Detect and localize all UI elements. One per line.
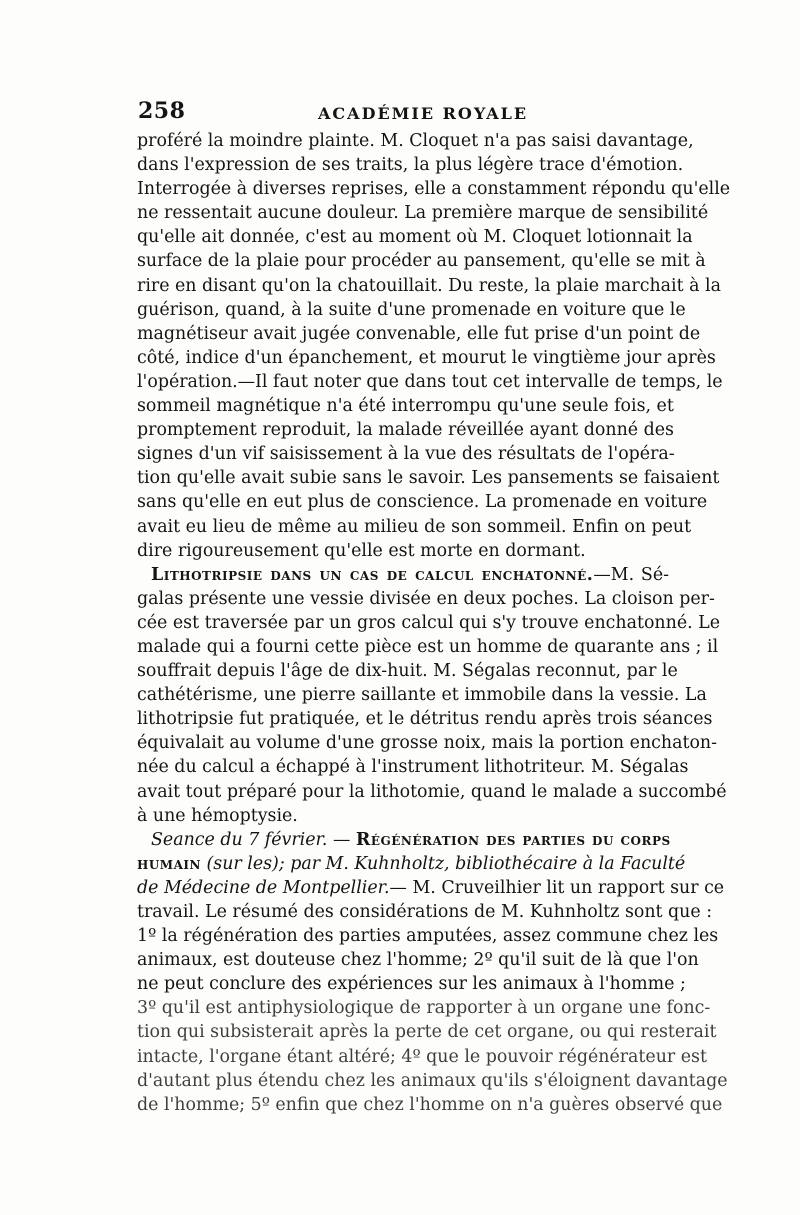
text-line: côté, indice d'un épanchement, et mourut le vingtième jour après bbox=[137, 347, 716, 368]
section-heading-line bbox=[137, 563, 669, 587]
text-line: surface de la plaie pour procéder au pansement, qu'elle se mit à bbox=[137, 251, 706, 272]
text-line: travail. Le résumé des considérations de M. Kuhnholtz sont que : bbox=[137, 902, 713, 922]
text-line: guérison, quand, à la suite d'une promenade en voiture que le bbox=[137, 299, 686, 320]
text-line: Interrogée à diverses reprises, elle a constamment répondu qu'elle bbox=[137, 179, 731, 200]
session-date: Seance du 7 février. bbox=[151, 829, 328, 850]
text-line: signes d'un vif saisissement à la vue des résultats de l'opéra- bbox=[137, 444, 675, 465]
body-text bbox=[137, 129, 731, 1117]
dash: — bbox=[327, 829, 351, 850]
text-line: de l'homme; 5º enfin que chez l'homme on n'a guères observé que bbox=[137, 1094, 723, 1115]
running-head: ACADÉMIE ROYALE bbox=[318, 104, 529, 123]
text-line bbox=[137, 876, 725, 900]
text-line: malade qui a fourni cette pièce est un homme de quarante ans ; il bbox=[137, 636, 719, 657]
text-line: sommeil magnétique n'a été interrompu qu'une seule fois, et bbox=[137, 396, 674, 417]
section-heading-regeneration: Régénération des parties du corps bbox=[355, 829, 671, 850]
text-line: galas présente une vessie divisée en deux poches. La cloison per- bbox=[137, 588, 715, 609]
text-line: lithotripsie fut pratiquée, et le détritus rendu après trois séances bbox=[137, 709, 713, 730]
text-line: l'opération.—Il faut noter que dans tout cet intervalle de temps, le bbox=[137, 371, 723, 392]
text-line: proféré la moindre plainte. M. Cloquet n'a pas saisi davantage, bbox=[137, 131, 694, 151]
section-heading-lithotripsie: Lithotripsie dans un cas de calcul enchatonné. bbox=[151, 564, 594, 585]
text-line bbox=[137, 852, 686, 876]
text-line: équivalait au volume d'une grosse noix, mais la portion enchaton- bbox=[137, 733, 717, 754]
text-fragment: de Médecine de Montpellier. bbox=[137, 877, 390, 898]
text-line: tion qui subsisterait après la perte de cet organe, ou qui resterait bbox=[137, 1022, 717, 1043]
text-fragment: —M. Sé- bbox=[593, 564, 669, 585]
text-line: qu'elle ait donnée, c'est au moment où M. Cloquet lotionnait la bbox=[137, 227, 693, 248]
text-line: tion qu'elle avait subie sans le savoir. Les pansements se faisaient bbox=[137, 468, 720, 489]
text-line: née du calcul a échappé à l'instrument lithotriteur. M. Ségalas bbox=[137, 757, 689, 778]
text-line: sans qu'elle en eut plus de conscience. La promenade en voiture bbox=[137, 492, 708, 513]
text-line: ne ressentait aucune douleur. La première marque de sensibilité bbox=[137, 203, 709, 224]
text-line: intacte, l'organe étant altéré; 4º que le pouvoir régénérateur est bbox=[137, 1046, 707, 1067]
text-line: ne peut conclure des expériences sur les animaux à l'homme ; bbox=[137, 974, 686, 995]
text-line: 3º qu'il est antiphysiologique de rapporter à un organe une fonc- bbox=[137, 998, 711, 1019]
text-fragment: — M. Cruveilhier lit un rapport sur ce bbox=[389, 877, 725, 898]
text-fragment: (sur les); par M. Kuhnholtz, bibliothécaire à la Faculté bbox=[200, 853, 686, 874]
session-heading-line bbox=[137, 828, 669, 852]
text-line: 1º la régénération des parties amputées, assez commune chez les bbox=[137, 926, 719, 947]
text-line: animaux, est douteuse chez l'homme; 2º qu'il suit de là que l'on bbox=[137, 950, 699, 971]
page-header bbox=[138, 98, 668, 128]
text-line: cathétérisme, une pierre saillante et immobile dans la vessie. La bbox=[137, 685, 707, 706]
page-number: 258 bbox=[138, 98, 186, 124]
text-line: dire rigoureusement qu'elle est morte en dormant. bbox=[137, 540, 586, 561]
text-line: promptement reproduit, la malade réveillée ayant donné des bbox=[137, 420, 674, 441]
section-heading-humain: humain bbox=[137, 853, 201, 874]
text-line: cée est traversée par un gros calcul qui s'y trouve enchatonné. Le bbox=[137, 612, 721, 633]
text-line: magnétiseur avait jugée convenable, elle fut prise d'un point de bbox=[137, 323, 701, 344]
text-line: avait eu lieu de même au milieu de son sommeil. Enfin on peut bbox=[137, 516, 692, 537]
text-line: d'autant plus étendu chez les animaux qu'ils s'éloignent davantage bbox=[137, 1070, 728, 1091]
text-line: souffrait depuis l'âge de dix-huit. M. Ségalas reconnut, par le bbox=[137, 661, 678, 682]
text-line: rire en disant qu'on la chatouillait. Du reste, la plaie marchait à la bbox=[137, 275, 721, 296]
text-line: dans l'expression de ses traits, la plus légère trace d'émotion. bbox=[137, 155, 684, 176]
text-line: à une hémoptysie. bbox=[137, 805, 298, 826]
text-line: avait tout préparé pour la lithotomie, quand le malade a succombé bbox=[137, 781, 727, 802]
